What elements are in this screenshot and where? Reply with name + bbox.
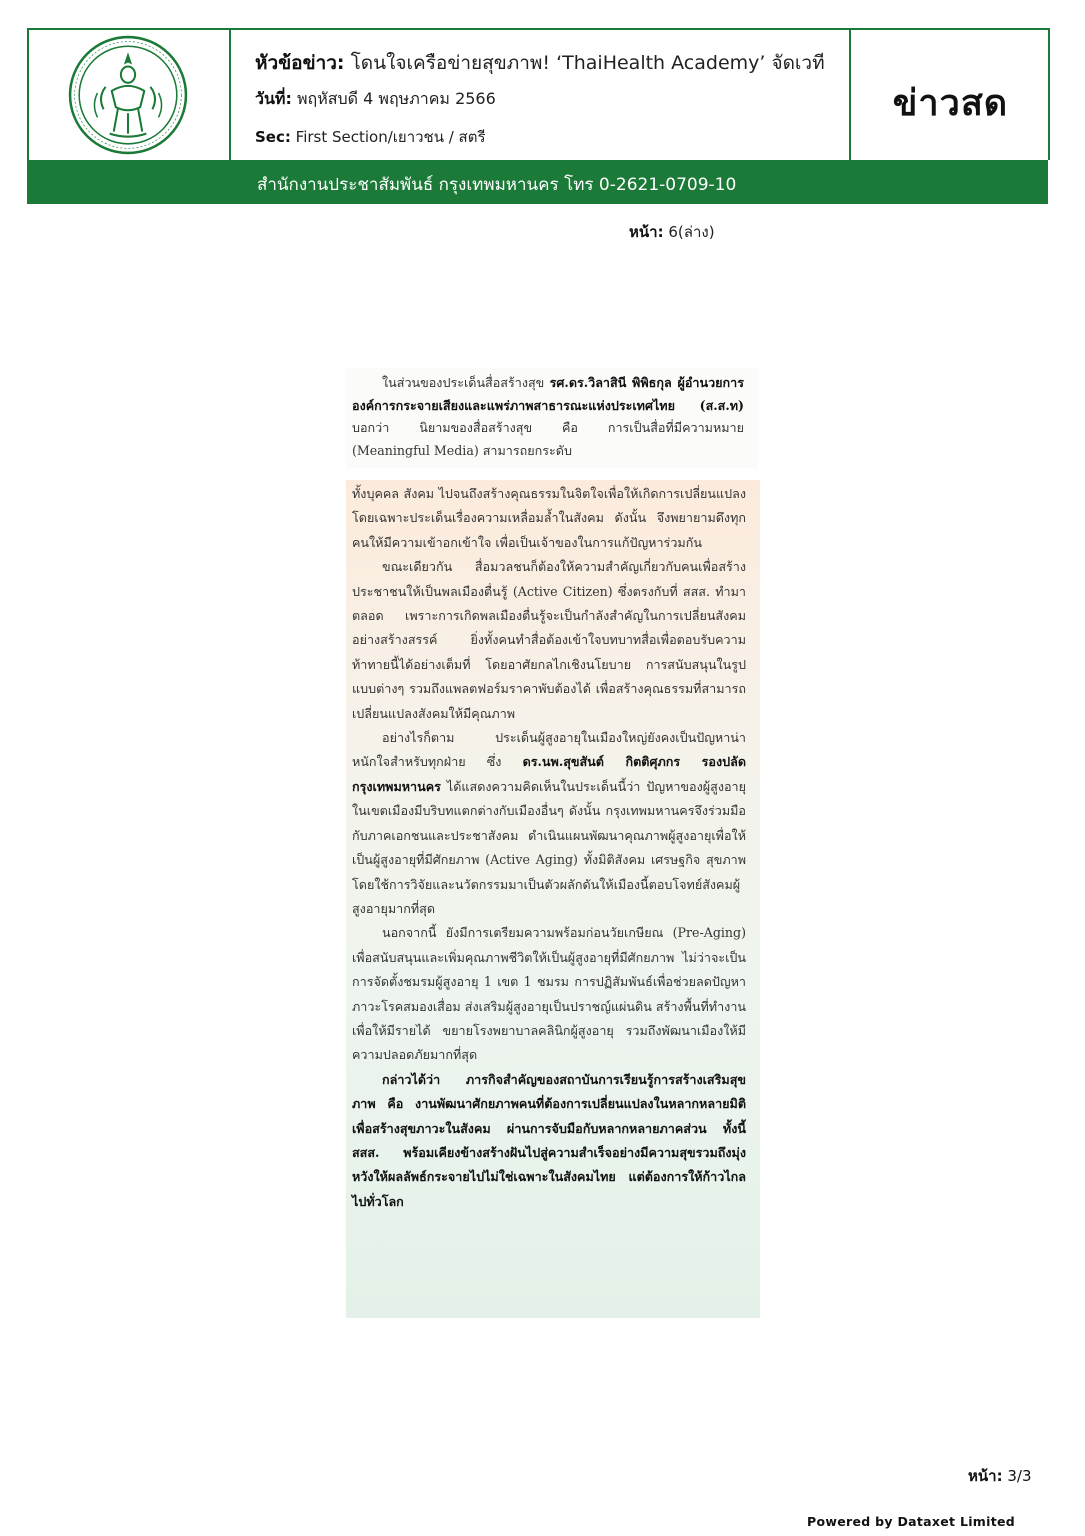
- clipping-main-text: [352, 482, 746, 1214]
- article-paragraph: [352, 726, 746, 921]
- page-ref: [629, 220, 715, 244]
- page-number-label: หน้า:: [968, 1467, 1003, 1485]
- date-row: [255, 87, 496, 112]
- section-value: First Section/เยาวชน / สตรี: [295, 128, 486, 146]
- date-label: วันที่:: [255, 89, 292, 108]
- article-paragraph: [352, 555, 746, 726]
- text-run: นอกจากนี้ ยังมีการเตรียมความพร้อมก่อนวัยเกษียณ (Pre-Aging) เพื่อสนับสนุนและเพิ่มคุณภาพชีวิตให้เป็นผู้สูงอายุที่มีศักยภาพ ไม่ว่าจะเป็น การจัดตั้งชมรมผู้สูงอายุ 1 เขต 1 ชมรม การปฏิสัมพันธ์เพื่อช่วยลดปัญหาภาวะโรคสมองเสื่อม ส่งเสริมผู้สูงอายุเป็นปราชญ์แผ่นดิน สร้างพื้นที่ทำงานเพื่อให้มีรายได้ ขยายโรงพยาบาลคลินิกผู้สูงอายุ รวมถึงพัฒนาเมืองให้มีความปลอดภัยมากที่สุด: [352, 925, 746, 1063]
- clipping-top-text: [352, 372, 744, 462]
- text-run: ทั้งบุคคล สังคม ไปจนถึงสร้างคุณธรรมในจิตใจเพื่อให้เกิดการเปลี่ยนแปลง โดยเฉพาะประเด็นเรื่องความเหลื่อมล้ำในสังคม ดังนั้น จึงพยายามดึงทุกคนให้มีความเข้าอกเข้าใจ เพื่อเป็นเจ้าของในการแก้ปัญหาร่วมกัน: [352, 486, 746, 550]
- publication-cell: [849, 30, 1050, 160]
- page-number-value: 3/3: [1007, 1467, 1032, 1485]
- headline-value: โดนใจเครือข่ายสุขภาพ! ‘ThaiHealth Academy’ จัดเวที: [350, 52, 825, 74]
- page-label: หน้า:: [629, 223, 664, 241]
- text-run: อย่างไรก็ตาม ประเด็นผู้สูงอายุในเมืองใหญ่ยังคงเป็นปัญหาน่าหนักใจสำหรับทุกฝ่าย ซึ่ง: [352, 730, 746, 770]
- section-label: Sec:: [255, 128, 291, 146]
- page-value: 6(ล่าง): [668, 223, 715, 241]
- office-contact: สำนักงานประชาสัมพันธ์ กรุงเทพมหานคร โทร 0-2621-0709-10: [257, 175, 737, 195]
- powered-by: Powered by Dataxet Limited: [807, 1514, 1016, 1529]
- page-number: [968, 1464, 1032, 1488]
- article-paragraph: [352, 482, 746, 555]
- bold-text: ดร.นพ.สุขสันต์ กิตติศุภกร รองปลัดกรุงเทพมหานคร: [352, 754, 746, 794]
- headline-row: [255, 48, 825, 78]
- text-run: ขณะเดียวกัน สื่อมวลชนก็ต้องให้ความสำคัญเกี่ยวกับคนเพื่อสร้างประชาชนให้เป็นพลเมืองตื่นรู้ (Active Citizen) ซึ่งตรงกับที่ สสส. ทำมาตลอด เพราะการเกิดพลเมืองตื่นรู้จะเป็นกำลังสำคัญในการเปลี่ยนสังคมอย่างสร้างสรรค์ ยิ่งทั้งคนทำสื่อต้องเข้าใจบทบาทสื่อเพื่อตอบรับความท้าทายนี้ได้อย่างเต็มที่ โดยอาศัยกลไกเชิงนโยบาย การสนับสนุนในรูปแบบต่างๆ รวมถึงแพลตฟอร์มราคาพับต้องได้ เพื่อสร้างคุณธรรมที่สามารถเปลี่ยนแปลงสังคมให้มีคุณภาพ: [352, 559, 746, 721]
- date-value: พฤหัสบดี 4 พฤษภาคม 2566: [296, 89, 496, 108]
- text-run: ได้แสดงความคิดเห็นในประเด็นนี้ว่า ปัญหาของผู้สูงอายุในเขตเมืองมีบริบทแตกต่างกับเมืองอื่นๆ ดังนั้น กรุงเทพมหานครจึงร่วมมือกับภาคเอกชนและประชาสังคม ดำเนินแผนพัฒนาคุณภาพผู้สูงอายุเพื่อให้เป็นผู้สูงอายุที่มีศักยภาพ (Active Aging) ทั้งมิติสังคม เศรษฐกิจ สุขภาพ โดยใช้การวิจัยและนวัตกรรมมาเป็นตัวผลักดันให้เมืองนี้ตอบโจทย์สังคมผู้สูงอายุมากที่สุด: [352, 778, 746, 916]
- bold-text: รศ.ดร.วิลาสินี พิพิธกุล ผู้อำนวยการองค์การกระจายเสียงและแพร่ภาพสาธารณะแห่งประเทศไทย (ส.ส.ท): [352, 375, 744, 413]
- publication-name: ข่าวสด: [892, 83, 1009, 124]
- office-bar: [27, 160, 1048, 204]
- text-run: บอกว่า นิยามของสื่อสร้างสุข คือ การเป็นสื่อที่มีความหมาย (Meaningful Media) สามารถยกระดับ: [352, 420, 744, 458]
- text-run: ในส่วนของประเด็นสื่อสร้างสุข: [382, 375, 550, 390]
- bold-text: กล่าวได้ว่า ภารกิจสำคัญของสถาบันการเรียนรู้การสร้างเสริมสุขภาพ คือ งานพัฒนาศักยภาพคนที่ต้องการเปลี่ยนแปลงในหลากหลายมิติเพื่อสร้างสุขภาวะในสังคม ผ่านการจับมือกับหลากหลายภาคส่วน ทั้งนี้ สสส. พร้อมเคียงข้างสร้างฝันไปสู่ความสำเร็จอย่างมีความสุขรวมถึงมุ่งหวังให้ผลลัพธ์กระจายไปไม่ใช่เฉพาะในสังคมไทย แต่ต้องการให้ก้าวไกลไปทั่วโลก: [352, 1071, 746, 1209]
- article-paragraph: [352, 372, 744, 462]
- clipping-header: [27, 28, 1048, 241]
- clipping-fragment-top: [346, 368, 758, 468]
- bangkok-seal-icon: [67, 34, 189, 156]
- article-paragraph: [352, 1068, 746, 1214]
- headline-label: หัวข้อข่าว:: [255, 52, 345, 74]
- article-paragraph: [352, 921, 746, 1067]
- clipping-fragment-main: [346, 480, 760, 1318]
- logo-cell: [29, 30, 231, 160]
